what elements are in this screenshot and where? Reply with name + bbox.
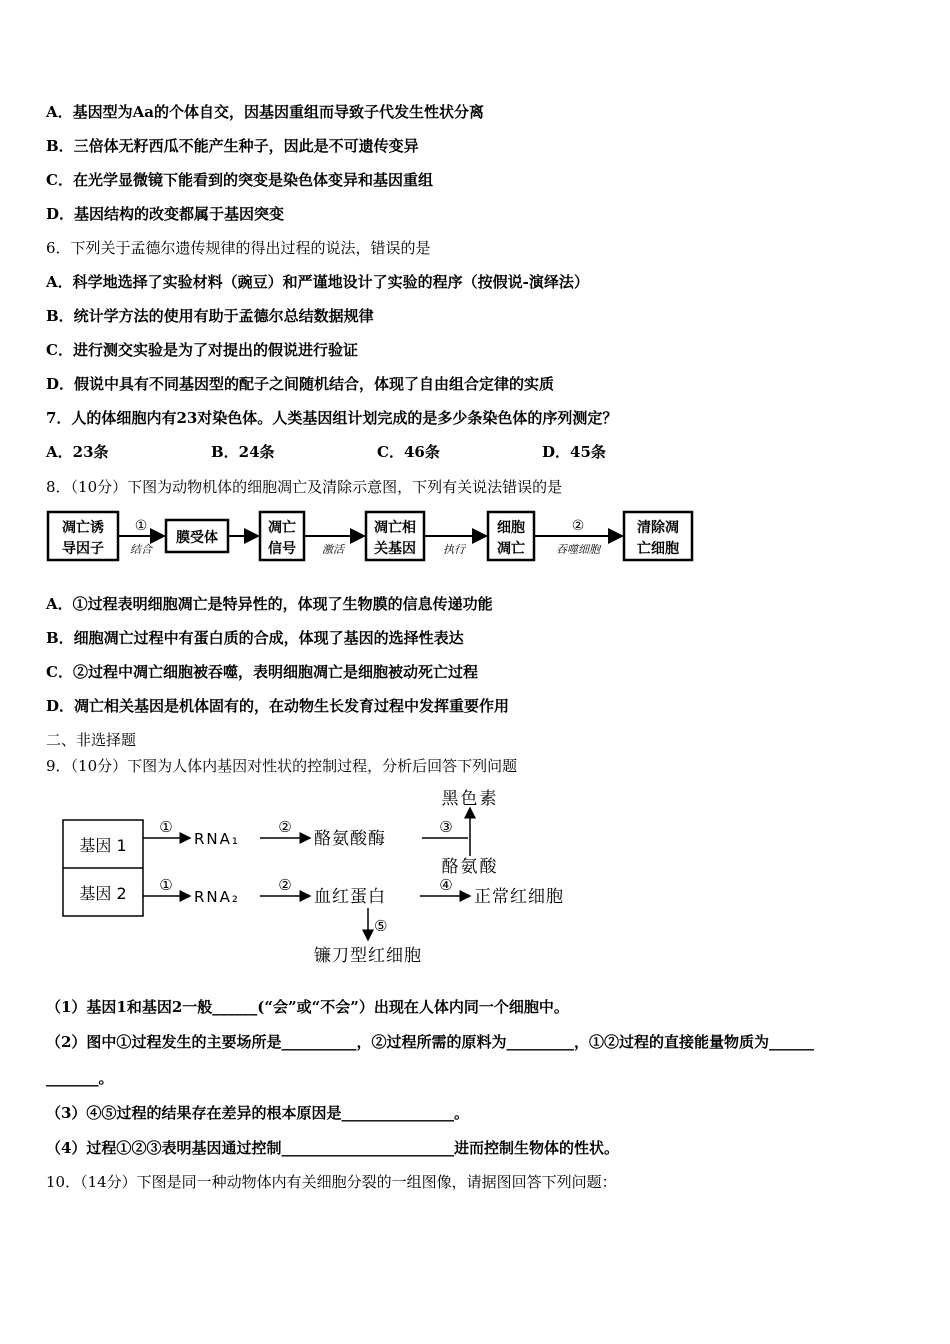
box-clear-line1: 清除凋: [637, 520, 679, 536]
tyrosine-label: 酪氨酸: [441, 857, 499, 877]
step-5: ⑤: [374, 917, 388, 935]
q7-options: [46, 442, 746, 462]
q9-sub1: （1）基因1和基因2一般______(“会”或“不会”）出现在人体内同一个细胞中。: [46, 998, 569, 1016]
sickle-rbc-label: 镰刀型红细胞: [314, 946, 422, 966]
box-inducer-line2: 导因子: [62, 541, 104, 557]
box-signal-line2: 信号: [268, 541, 296, 557]
q5-option-d: D．基因结构的改变都属于基因突变: [46, 205, 285, 223]
q9-sub4: （4）过程①②③表明基因通过控制_______________________进而控制生物体的性状。: [46, 1139, 619, 1157]
box-inducer-line1: 凋亡诱: [62, 520, 104, 536]
gene1-label: 基因 1: [79, 836, 127, 855]
q6-option-a: A．科学地选择了实验材料（豌豆）和严谨地设计了实验的程序（按假说-演绎法）: [46, 273, 589, 291]
q8-stem: 8．（10分）下图为动物机体的细胞凋亡及清除示意图，下列有关说法错误的是: [46, 478, 563, 496]
hemoglobin-label: 血红蛋白: [314, 887, 386, 907]
step-3: ③: [439, 818, 453, 836]
apoptosis-diagram: [46, 508, 706, 566]
melanin-label: 黑色素: [441, 789, 499, 809]
q9-sub3: （3）④⑤过程的结果存在差异的根本原因是_______________。: [46, 1104, 469, 1122]
q7-option-c: C．46条: [377, 443, 440, 461]
q6-option-d: D．假说中具有不同基因型的配子之间随机结合，体现了自由组合定律的实质: [46, 375, 555, 393]
edge-label-activate: 激活: [322, 543, 344, 556]
step-4: ④: [439, 876, 453, 894]
edge-label-bind: 结合: [130, 543, 152, 556]
q9-sub2-line2: _______。: [46, 1069, 114, 1087]
step-2-bottom: ②: [278, 876, 292, 894]
normal-rbc-label: 正常红细胞: [474, 887, 564, 907]
step-1-top: ①: [159, 818, 173, 836]
box-receptor-text: 膜受体: [176, 530, 218, 546]
gene2-label: 基因 2: [79, 884, 127, 903]
q7-stem: 7．人的体细胞内有23对染色体。人类基因组计划完成的是多少条染色体的序列测定？: [46, 409, 618, 427]
q5-option-b: B．三倍体无籽西瓜不能产生种子，因此是不可遗传变异: [46, 137, 419, 155]
section-title: 二、非选择题: [46, 731, 137, 749]
q9-sub2-line1: （2）图中①过程发生的主要场所是__________，②过程所需的原料为_________，①②过程的直接能量物质为______: [46, 1033, 814, 1051]
q7-option-d: D．45条: [542, 443, 606, 461]
q6-stem: 6．下列关于孟德尔遗传规律的得出过程的说法，错误的是: [46, 239, 431, 257]
q5-option-c: C．在光学显微镜下能看到的突变是染色体变异和基因重组: [46, 171, 433, 189]
q9-stem: 9．（10分）下图为人体内基因对性状的控制过程，分析后回答下列问题: [46, 757, 518, 775]
step-1-bottom: ①: [159, 876, 173, 894]
edge-label-phagocyte: 吞噬细胞: [556, 543, 600, 556]
gene-control-diagram: [60, 786, 620, 970]
edge-label-2: ②: [571, 518, 585, 534]
box-apoptosis-line1: 细胞: [497, 520, 525, 536]
rna2-label: RNA₂: [194, 888, 240, 906]
q8-option-c: C．②过程中凋亡细胞被吞噬，表明细胞凋亡是细胞被动死亡过程: [46, 663, 478, 681]
q6-option-b: B．统计学方法的使用有助于孟德尔总结数据规律: [46, 307, 374, 325]
q8-option-a: A．①过程表明细胞凋亡是特异性的，体现了生物膜的信息传递功能: [46, 595, 493, 613]
q10-stem: 10．（14分）下图是同一种动物体内有关细胞分裂的一组图像，请据图回答下列问题：: [46, 1173, 617, 1191]
enzyme-label: 酪氨酸酶: [314, 829, 386, 849]
box-genes-line1: 凋亡相: [374, 520, 416, 536]
edge-label-1: ①: [134, 518, 148, 534]
q7-option-a: A．23条: [46, 443, 109, 461]
box-apoptosis-line2: 凋亡: [497, 541, 525, 557]
q8-option-d: D．凋亡相关基因是机体固有的，在动物生长发育过程中发挥重要作用: [46, 697, 510, 715]
rna1-label: RNA₁: [194, 830, 240, 848]
box-clear-line2: 亡细胞: [637, 541, 679, 557]
q8-option-b: B．细胞凋亡过程中有蛋白质的合成，体现了基因的选择性表达: [46, 629, 464, 647]
q6-option-c: C．进行测交实验是为了对提出的假说进行验证: [46, 341, 358, 359]
edge-label-execute: 执行: [443, 543, 465, 556]
q7-option-b: B．24条: [211, 443, 275, 461]
q5-option-a: A．基因型为Aa的个体自交，因基因重组而导致子代发生性状分离: [46, 103, 484, 121]
box-signal-line1: 凋亡: [268, 520, 296, 536]
step-2-top: ②: [278, 818, 292, 836]
box-genes-line2: 关基因: [374, 541, 416, 557]
